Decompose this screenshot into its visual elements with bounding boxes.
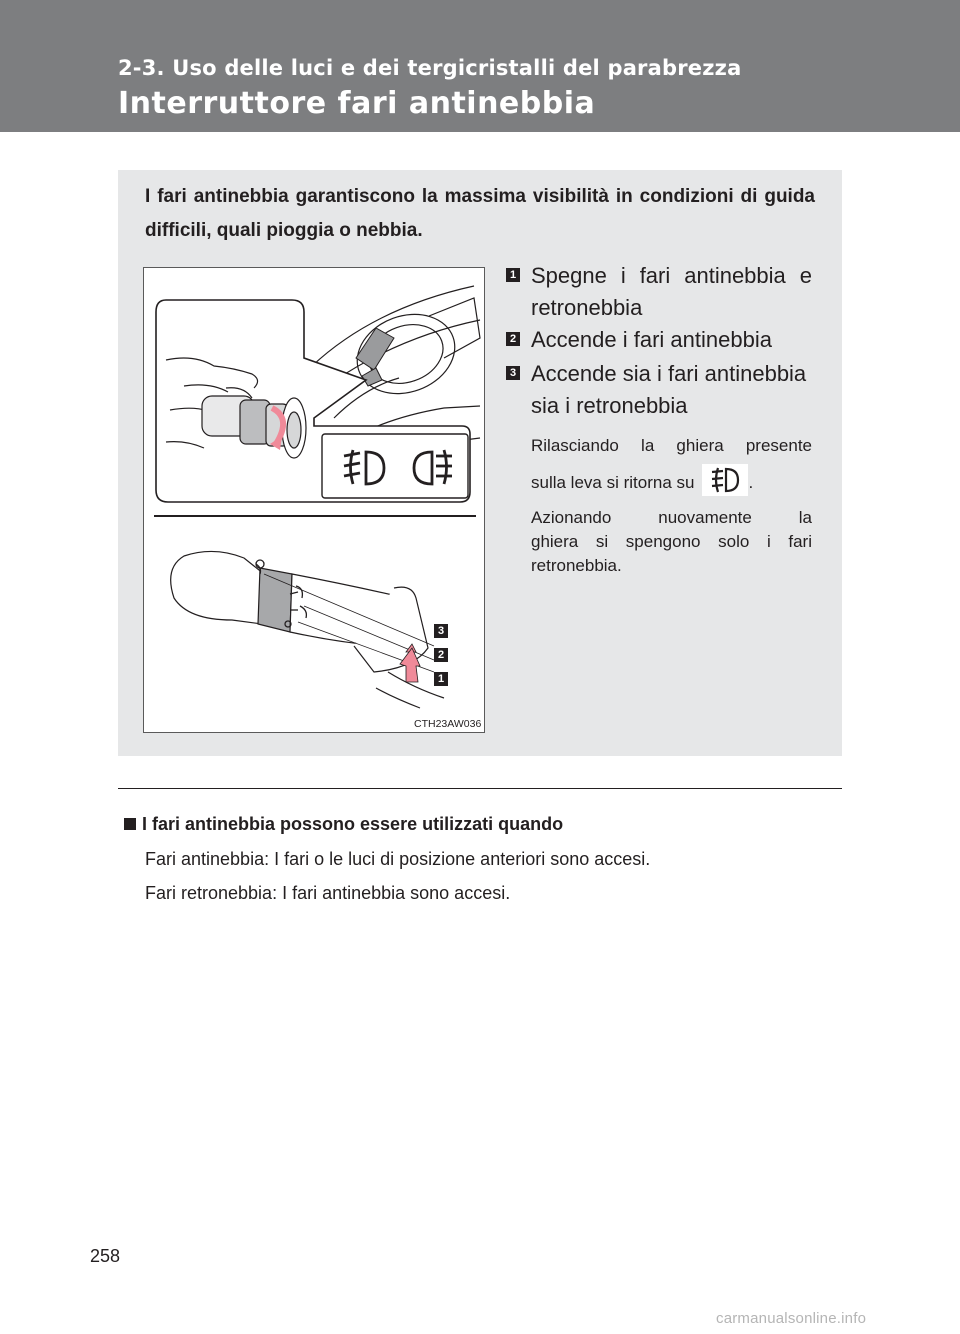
section-label: 2-3. Uso delle luci e dei tergicristalli del parabrezza (118, 56, 742, 80)
item-off (509, 260, 812, 324)
fog-lever-icon (702, 464, 748, 496)
item-number: 2 (506, 332, 520, 346)
callout-2: 2 (434, 648, 448, 662)
intro-text: I fari antinebbia garantiscono la massima visibilità in condizioni di guida difficili, quali pioggia o nebbia. (145, 186, 815, 241)
body-line-front: Fari antinebbia: I fari o le luci di posizione anteriori sono accesi. (145, 849, 651, 869)
note-line: sulla leva si ritorna su (531, 473, 695, 492)
note-line: ghiera si spengono solo i fari (531, 532, 812, 551)
watermark: carmanualsonline.info (716, 1310, 867, 1327)
page-title: Interruttore fari antinebbia (118, 86, 596, 121)
callout-1: 1 (434, 672, 448, 686)
note-again (531, 506, 812, 578)
item-number: 3 (506, 366, 520, 380)
note-line: retronebbia. (531, 556, 622, 575)
note-line: . (748, 473, 754, 492)
body-line-rear: Fari retronebbia: I fari antinebbia sono accesi. (145, 883, 511, 903)
item-line: sia i retronebbia (531, 393, 688, 418)
section-heading-text: I fari antinebbia possono essere utilizzati quando (142, 814, 564, 834)
item-line: Spegne i fari antinebbia e (531, 263, 812, 288)
fog-switch-figure (143, 267, 485, 733)
section-heading (124, 814, 563, 835)
note-line: Azionando nuovamente la (531, 508, 812, 527)
note-line: Rilasciando la ghiera presente (531, 436, 812, 455)
callout-3: 3 (434, 624, 448, 638)
fog-switch-illustration (144, 268, 486, 734)
section-divider (118, 788, 842, 789)
item-line: Accende i fari antinebbia (531, 327, 772, 352)
bullet-square-icon (124, 818, 136, 830)
chapter-header (0, 0, 960, 132)
note-release (531, 432, 812, 500)
item-line: retronebbia (531, 295, 643, 320)
item-front-on (509, 324, 772, 356)
item-both-on (509, 358, 807, 422)
item-number: 1 (506, 268, 520, 282)
item-line: Accende sia i fari antinebbia (531, 361, 807, 386)
page-number: 258 (90, 1246, 121, 1266)
figure-code: CTH23AW036 (414, 718, 482, 730)
